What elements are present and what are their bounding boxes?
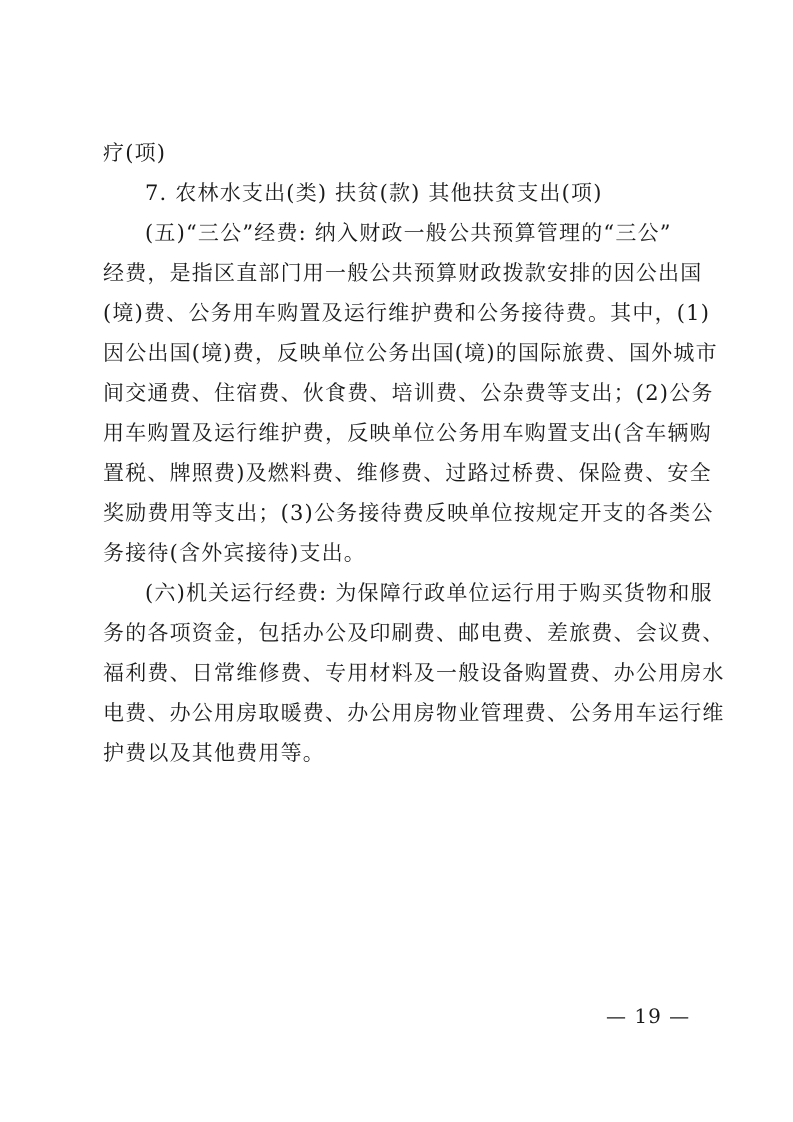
text-line-4: 经费，是指区直部门用一般公共预算财政拨款安排的因公出国 bbox=[103, 261, 703, 285]
text-line-15: 电费、办公用房取暖费、办公用房物业管理费、公务用车运行维 bbox=[103, 701, 725, 725]
page-number: — 19 — bbox=[606, 1004, 691, 1028]
text-line-10: 奖励费用等支出；(3)公务接待费反映单位按规定开支的各类公 bbox=[103, 501, 714, 525]
text-line-12: (六)机关运行经费: 为保障行政单位运行用于购买货物和服 bbox=[145, 581, 713, 605]
text-line-11: 务接待(含外宾接待)支出。 bbox=[103, 541, 366, 565]
text-line-5: (境)费、公务用车购置及运行维护费和公务接待费。其中，(1) bbox=[103, 301, 711, 325]
text-line-6: 因公出国(境)费，反映单位公务出国(境)的国际旅费、国外城市 bbox=[103, 341, 718, 365]
text-line-1: 疗(项) bbox=[103, 141, 167, 165]
text-line-9: 置税、牌照费)及燃料费、维修费、过路过桥费、保险费、安全 bbox=[103, 461, 712, 485]
text-line-3: (五)“三公”经费: 纳入财政一般公共预算管理的“三公” bbox=[145, 221, 672, 245]
text-line-2: 7. 农林水支出(类) 扶贫(款) 其他扶贫支出(项) bbox=[145, 181, 603, 205]
text-line-13: 务的各项资金，包括办公及印刷费、邮电费、差旅费、会议费、 bbox=[103, 621, 725, 645]
text-line-14: 福利费、日常维修费、专用材料及一般设备购置费、办公用房水 bbox=[103, 661, 725, 685]
text-line-7: 间交通费、住宿费、伙食费、培训费、公杂费等支出；(2)公务 bbox=[103, 381, 714, 405]
text-line-8: 用车购置及运行维护费，反映单位公务用车购置支出(含车辆购 bbox=[103, 421, 712, 445]
text-line-16: 护费以及其他费用等。 bbox=[103, 741, 325, 765]
